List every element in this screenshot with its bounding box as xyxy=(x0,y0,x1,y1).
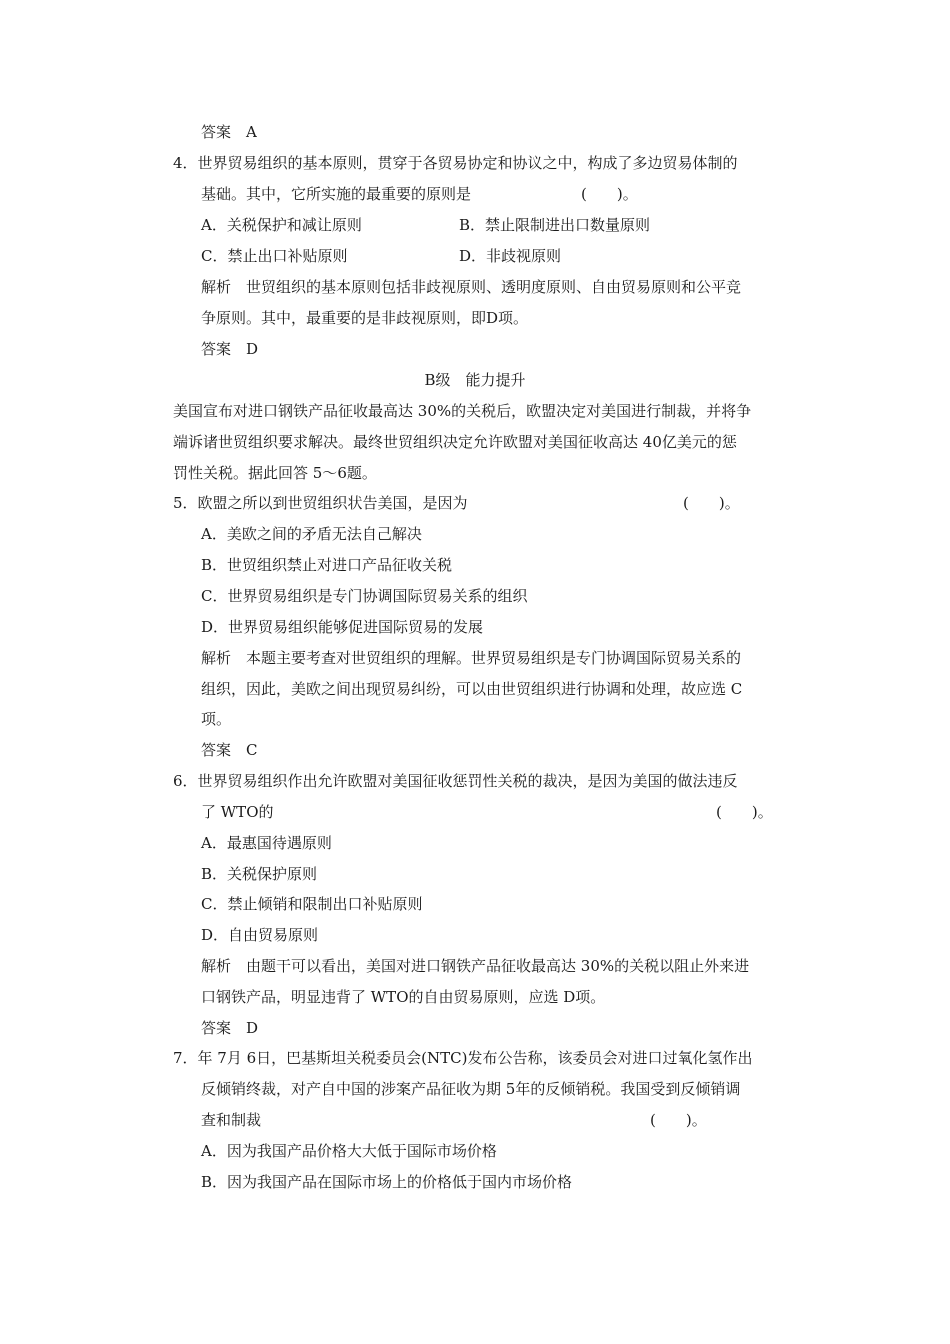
q7-option-a: A．因为我国产品价格大大低于国际市场价格 xyxy=(201,1142,497,1160)
q6-option-b: B．关税保护原则 xyxy=(201,865,318,883)
q6-analysis-line-2: 口钢铁产品，明显违背了 WTO的自由贸易原则，应选 D项。 xyxy=(201,988,606,1006)
q7-option-b: B．因为我国产品在国际市场上的价格低于国内市场价格 xyxy=(201,1173,573,1191)
q4-stem-line-2: 基础。其中，它所实施的最重要的原则是 xyxy=(201,185,472,203)
q7-answer-blank: ( )。 xyxy=(650,1111,707,1129)
q5-answer-blank: ( )。 xyxy=(683,494,740,512)
material-line-2: 端诉诸世贸组织要求解决。最终世贸组织决定允许欧盟对美国征收高达 40亿美元的惩 xyxy=(173,433,737,451)
q6-answer: 答案 D xyxy=(201,1019,259,1037)
q7-stem-line-1: 7．年 7月 6日，巴基斯坦关税委员会(NTC)发布公告称，该委员会对进口过氧化氢作出 xyxy=(173,1049,753,1067)
q5-option-d: D．世界贸易组织能够促进国际贸易的发展 xyxy=(201,618,484,636)
q7-stem-line-3: 查和制裁 xyxy=(201,1111,262,1129)
q5-analysis-line-1: 解析 本题主要考查对世贸组织的理解。世界贸易组织是专门协调国际贸易关系的 xyxy=(201,649,742,667)
q6-option-c: C．禁止倾销和限制出口补贴原则 xyxy=(201,895,423,913)
q4-analysis-line-1: 解析 世贸组织的基本原则包括非歧视原则、透明度原则、自由贸易原则和公平竞 xyxy=(201,278,742,296)
section-b-title: B级 能力提升 xyxy=(424,371,526,389)
q4-analysis-line-2: 争原则。其中，最重要的是非歧视原则，即D项。 xyxy=(201,309,529,327)
q6-stem-line-1: 6．世界贸易组织作出允许欧盟对美国征收惩罚性关税的裁决，是因为美国的做法违反 xyxy=(173,772,738,790)
q4-option-c: C．禁止出口补贴原则 xyxy=(201,247,348,265)
material-line-3: 罚性关税。据此回答 5～6题。 xyxy=(173,464,377,482)
q4-option-a: A．关税保护和减让原则 xyxy=(201,216,362,234)
q4-stem-line-1: 4．世界贸易组织的基本原则，贯穿于各贸易协定和协议之中，构成了多边贸易体制的 xyxy=(173,154,738,172)
q4-answer-blank: ( )。 xyxy=(581,185,638,203)
q5-option-c: C．世界贸易组织是专门协调国际贸易关系的组织 xyxy=(201,587,528,605)
q5-analysis-line-3: 项。 xyxy=(201,710,232,728)
q5-stem-line-1: 5．欧盟之所以到世贸组织状告美国，是因为 xyxy=(173,494,468,512)
q5-answer: 答案 C xyxy=(201,741,258,759)
q4-answer: 答案 D xyxy=(201,340,259,358)
q6-option-a: A．最惠国待遇原则 xyxy=(201,834,332,852)
q7-stem-line-2: 反倾销终裁，对产自中国的涉案产品征收为期 5年的反倾销税。我国受到反倾销调 xyxy=(201,1080,741,1098)
q5-option-b: B．世贸组织禁止对进口产品征收关税 xyxy=(201,556,453,574)
q6-stem-line-2: 了 WTO的 xyxy=(201,803,274,821)
q4-option-b: B．禁止限制进出口数量原则 xyxy=(459,216,651,234)
q5-option-a: A．美欧之间的矛盾无法自己解决 xyxy=(201,525,422,543)
q6-option-d: D．自由贸易原则 xyxy=(201,926,319,944)
q6-answer-blank: ( )。 xyxy=(716,803,773,821)
material-line-1: 美国宣布对进口钢铁产品征收最高达 30%的关税后，欧盟决定对美国进行制裁，并将争 xyxy=(173,402,752,420)
q4-option-d: D．非歧视原则 xyxy=(459,247,562,265)
q3-answer: 答案 A xyxy=(201,123,257,141)
q6-analysis-line-1: 解析 由题干可以看出，美国对进口钢铁产品征收最高达 30%的关税以阻止外来进 xyxy=(201,957,750,975)
q5-analysis-line-2: 组织，因此，美欧之间出现贸易纠纷，可以由世贸组织进行协调和处理，故应选 C xyxy=(201,680,743,698)
